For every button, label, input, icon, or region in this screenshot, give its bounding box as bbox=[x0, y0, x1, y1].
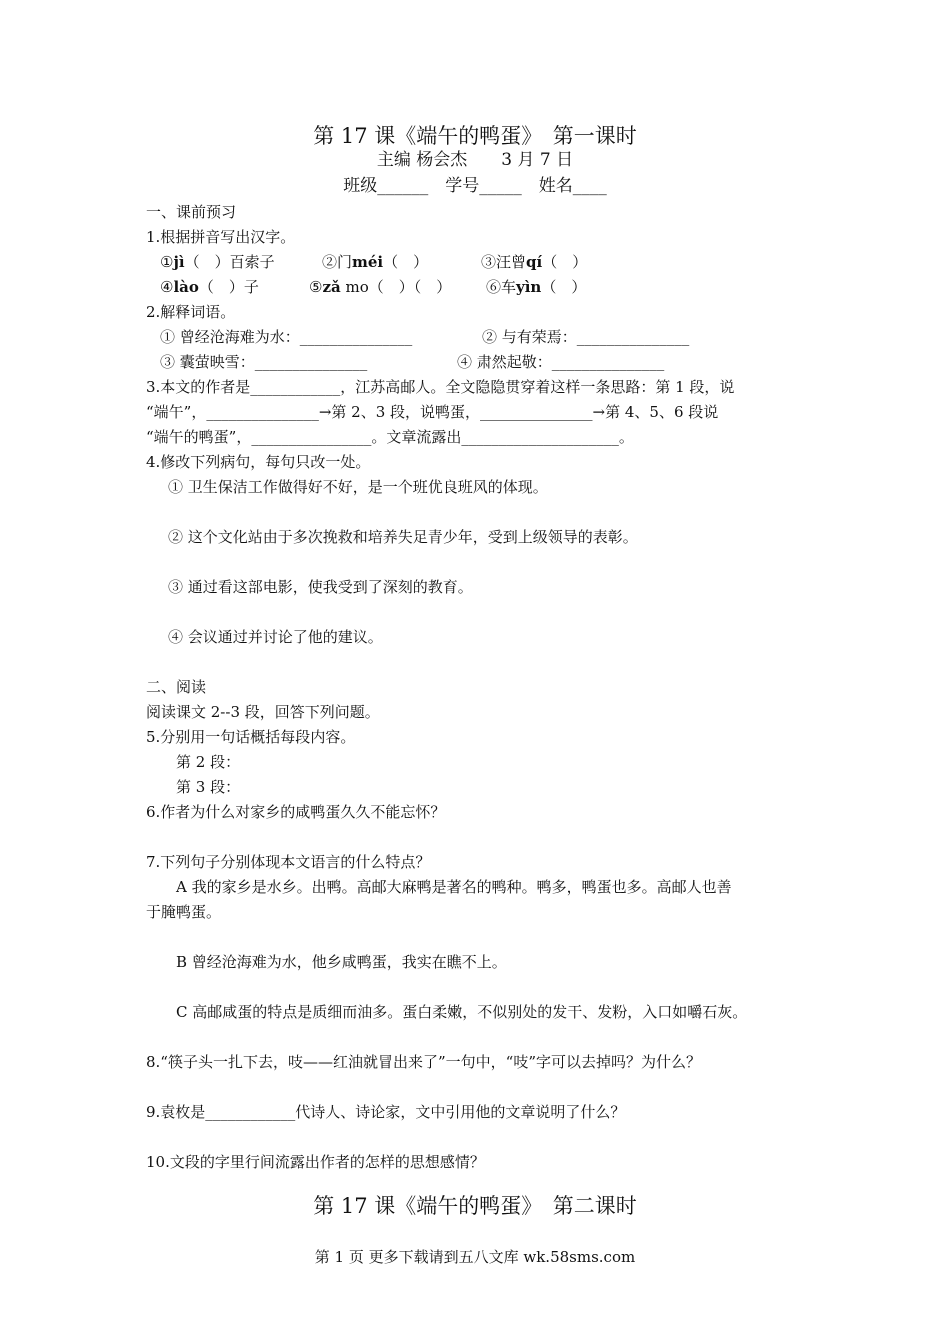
sentence-item-4: ④ 会议通过并讨论了他的建议。 bbox=[168, 628, 383, 646]
sentence-a-line-1: A 我的家乡是水乡。出鸭。高邮大麻鸭是著名的鸭种。鸭多，鸭蛋也多。高邮人也善 bbox=[176, 878, 732, 896]
question-7-prompt: 7.下列句子分别体现本文语言的什么特点？ bbox=[146, 853, 431, 871]
paragraph-3-summary: 第 3 段： bbox=[176, 778, 241, 796]
pinyin-item-3: ③汪曾qí（ ） bbox=[481, 253, 588, 271]
question-4-prompt: 4.修改下列病句，每句只改一处。 bbox=[146, 453, 371, 471]
sentence-item-2: ② 这个文化站由于多次挽救和培养失足青少年，受到上级领导的表彰。 bbox=[168, 528, 638, 546]
question-5-prompt: 5.分别用一句话概括每段内容。 bbox=[146, 728, 356, 746]
sentence-item-3: ③ 通过看这部电影，使我受到了深刻的教育。 bbox=[168, 578, 473, 596]
pinyin-item-5: ⑤zǎ mo（ ）（ ） bbox=[309, 278, 452, 296]
term-item-4: ④ 肃然起敬：_______________ bbox=[457, 353, 665, 371]
section-2-heading: 二、阅读 bbox=[146, 678, 207, 696]
paragraph-2-summary: 第 2 段： bbox=[176, 753, 241, 771]
page-title: 第 17 课《端午的鸭蛋》 第一课时 bbox=[313, 124, 637, 148]
term-item-1: ① 曾经沧海难为水：_______________ bbox=[160, 328, 413, 346]
question-3-line-3: “端午的鸭蛋”，________________。文章流露出_____________________。 bbox=[146, 428, 634, 446]
pinyin-item-1: ①jì（ ）百索子 bbox=[160, 253, 275, 271]
next-lesson-title: 第 17 课《端午的鸭蛋》 第二课时 bbox=[313, 1194, 637, 1218]
question-1-prompt: 1.根据拼音写出汉字。 bbox=[146, 228, 296, 246]
pinyin-item-4: ④lào（ ）子 bbox=[160, 278, 259, 296]
pinyin-item-6: ⑥车yìn（ ） bbox=[486, 278, 587, 296]
question-8: 8.“筷子头一扎下去，吱——红油就冒出来了”一句中，“吱”字可以去掉吗？为什么？ bbox=[146, 1053, 701, 1071]
sentence-a-line-2: 于腌鸭蛋。 bbox=[146, 903, 222, 921]
sentence-b: B 曾经沧海难为水，他乡咸鸭蛋，我实在瞧不上。 bbox=[176, 953, 507, 971]
reading-intro: 阅读课文 2--3 段，回答下列问题。 bbox=[146, 703, 380, 721]
term-item-3: ③ 囊萤映雪：_______________ bbox=[160, 353, 368, 371]
pinyin-item-2: ②门méi（ ） bbox=[322, 253, 429, 271]
page-footer: 第 1 页 更多下载请到五八文库 wk.58sms.com bbox=[314, 1248, 636, 1266]
sentence-c: C 高邮咸蛋的特点是质细而油多。蛋白柔嫩，不似别处的发干、发粉，入口如嚼石灰。 bbox=[176, 1003, 748, 1021]
question-3-line-1: 3.本文的作者是____________，江苏高邮人。全文隐隐贯穿着这样一条思路：第 1 段，说 bbox=[146, 378, 735, 396]
sentence-item-1: ① 卫生保洁工作做得好不好，是一个班优良班风的体现。 bbox=[168, 478, 548, 496]
editor-date: 主编 杨会杰 3 月 7 日 bbox=[376, 150, 574, 170]
question-3-line-2: “端午”，_______________→第 2、3 段，说鸭蛋，_______________→第 4、5、6 段说 bbox=[146, 403, 719, 421]
question-9: 9.袁枚是____________代诗人、诗论家，文中引用他的文章说明了什么？ bbox=[146, 1103, 626, 1121]
section-1-heading: 一、课前预习 bbox=[146, 203, 237, 221]
student-info-fields: 班级______ 学号_____ 姓名____ bbox=[343, 176, 607, 196]
question-2-prompt: 2.解释词语。 bbox=[146, 303, 236, 321]
term-item-2: ② 与有荣焉：_______________ bbox=[482, 328, 690, 346]
question-10: 10.文段的字里行间流露出作者的怎样的思想感情？ bbox=[146, 1153, 485, 1171]
question-6: 6.作者为什么对家乡的咸鸭蛋久久不能忘怀？ bbox=[146, 803, 446, 821]
